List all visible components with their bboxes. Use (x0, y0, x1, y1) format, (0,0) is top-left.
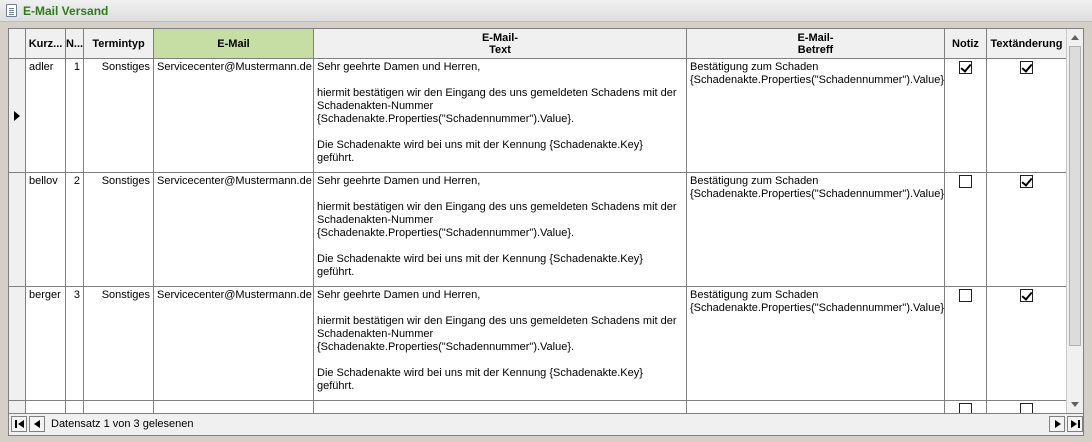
cell-textaenderung (987, 59, 1067, 173)
notiz-checkbox[interactable] (959, 289, 972, 302)
text-paragraph: hiermit bestätigen wir den Eingang des uns gemeldeten Schadens mit der Schadenakten-Nummer {Schadenakte.Properties("Schadennummer").Value}. (317, 87, 677, 125)
notiz-checkbox[interactable] (959, 403, 972, 414)
cell-betreff[interactable] (687, 59, 945, 173)
betreff-line: Bestätigung zum Schaden (690, 289, 819, 301)
scroll-up-icon[interactable] (1071, 35, 1079, 40)
document-icon (6, 4, 17, 17)
cell-termintyp[interactable]: Sonstiges (84, 173, 154, 287)
window-title: E-Mail Versand (23, 4, 109, 18)
column-header-termintyp[interactable]: Termintyp (84, 29, 154, 59)
column-header-kurz[interactable]: Kurz... (26, 29, 66, 59)
new-row-cell-email[interactable] (154, 401, 314, 414)
new-row-cell-termintyp[interactable] (84, 401, 154, 414)
row-indicator[interactable] (9, 59, 26, 173)
email-grid[interactable] (8, 28, 1084, 414)
column-header-nr[interactable]: N... (66, 29, 84, 59)
cell-termintyp[interactable]: Sonstiges (84, 59, 154, 173)
cell-textaenderung (987, 173, 1067, 287)
window-titlebar (0, 0, 1092, 22)
betreff-line: {Schadenakte.Properties("Schadennummer").Value} (690, 74, 945, 86)
prev-record-icon (34, 420, 40, 428)
text-paragraph: Die Schadenakte wird bei uns mit der Kennung {Schadenakte.Key} geführt. (317, 253, 643, 278)
column-header-betreff[interactable]: E-Mail- Betreff (687, 29, 945, 59)
cell-notiz (945, 287, 987, 401)
cell-email[interactable]: Servicecenter@Mustermann.de (154, 287, 314, 401)
first-record-icon (15, 420, 17, 428)
new-row-cell-nr[interactable] (66, 401, 84, 414)
column-header-notiz[interactable]: Notiz (945, 29, 987, 59)
new-row-cell-text[interactable] (314, 401, 687, 414)
new-row-cell-kurz[interactable] (26, 401, 66, 414)
cell-email[interactable]: Servicecenter@Mustermann.de (154, 173, 314, 287)
cell-text[interactable] (314, 59, 687, 173)
text-paragraph: Sehr geehrte Damen und Herren, (317, 175, 481, 187)
new-row-cell-betreff[interactable] (687, 401, 945, 414)
betreff-line: Bestätigung zum Schaden (690, 175, 819, 187)
first-record-button[interactable] (11, 416, 27, 432)
cell-text[interactable] (314, 173, 687, 287)
cell-betreff[interactable] (687, 287, 945, 401)
next-record-button[interactable] (1049, 416, 1065, 432)
column-header-text[interactable]: E-Mail- Text (314, 29, 687, 59)
vertical-scrollbar[interactable] (1066, 29, 1083, 413)
prev-record-button[interactable] (29, 416, 45, 432)
header-corner (9, 29, 26, 59)
text-paragraph: Sehr geehrte Damen und Herren, (317, 289, 481, 301)
row-indicator[interactable] (9, 173, 26, 287)
record-status: Datensatz 1 von 3 gelesenen (51, 418, 194, 430)
notiz-checkbox[interactable] (959, 175, 972, 188)
cell-termintyp[interactable]: Sonstiges (84, 287, 154, 401)
cell-textaenderung (987, 287, 1067, 401)
record-navigator (8, 414, 1084, 436)
cell-notiz (945, 173, 987, 287)
betreff-line: Bestätigung zum Schaden (690, 61, 819, 73)
text-paragraph: Die Schadenakte wird bei uns mit der Kennung {Schadenakte.Key} geführt. (317, 367, 643, 392)
cell-email[interactable]: Servicecenter@Mustermann.de (154, 59, 314, 173)
last-record-icon (1071, 420, 1077, 428)
cell-kurz[interactable]: berger (26, 287, 66, 401)
text-paragraph: Sehr geehrte Damen und Herren, (317, 61, 481, 73)
scroll-thumb[interactable] (1069, 46, 1081, 346)
row-indicator[interactable] (9, 287, 26, 401)
cell-notiz (945, 59, 987, 173)
text-paragraph: Die Schadenakte wird bei uns mit der Kennung {Schadenakte.Key} geführt. (317, 139, 643, 164)
cell-betreff[interactable] (687, 173, 945, 287)
last-record-button[interactable] (1067, 416, 1083, 432)
column-header-textaenderung[interactable]: Textänderung (987, 29, 1067, 59)
cell-nr[interactable]: 1 (66, 59, 84, 173)
textaenderung-checkbox[interactable] (1020, 289, 1033, 302)
next-record-icon (1055, 420, 1061, 428)
scroll-down-icon[interactable] (1071, 402, 1079, 407)
text-paragraph: hiermit bestätigen wir den Eingang des uns gemeldeten Schadens mit der Schadenakten-Nummer {Schadenakte.Properties("Schadennummer").Value}. (317, 315, 677, 353)
new-row-indicator[interactable] (9, 401, 26, 414)
betreff-line: {Schadenakte.Properties("Schadennummer").Value} (690, 302, 945, 314)
column-header-email[interactable]: E-Mail (154, 29, 314, 59)
text-paragraph: hiermit bestätigen wir den Eingang des uns gemeldeten Schadens mit der Schadenakten-Nummer {Schadenakte.Properties("Schadennummer").Value}. (317, 201, 677, 239)
textaenderung-checkbox[interactable] (1020, 403, 1033, 414)
textaenderung-checkbox[interactable] (1020, 175, 1033, 188)
betreff-line: {Schadenakte.Properties("Schadennummer").Value} (690, 188, 945, 200)
cell-kurz[interactable]: adler (26, 59, 66, 173)
notiz-checkbox[interactable] (959, 61, 972, 74)
textaenderung-checkbox[interactable] (1020, 61, 1033, 74)
cell-nr[interactable]: 2 (66, 173, 84, 287)
cell-kurz[interactable]: bellov (26, 173, 66, 287)
cell-nr[interactable]: 3 (66, 287, 84, 401)
current-row-arrow-icon (14, 111, 20, 121)
cell-text[interactable] (314, 287, 687, 401)
